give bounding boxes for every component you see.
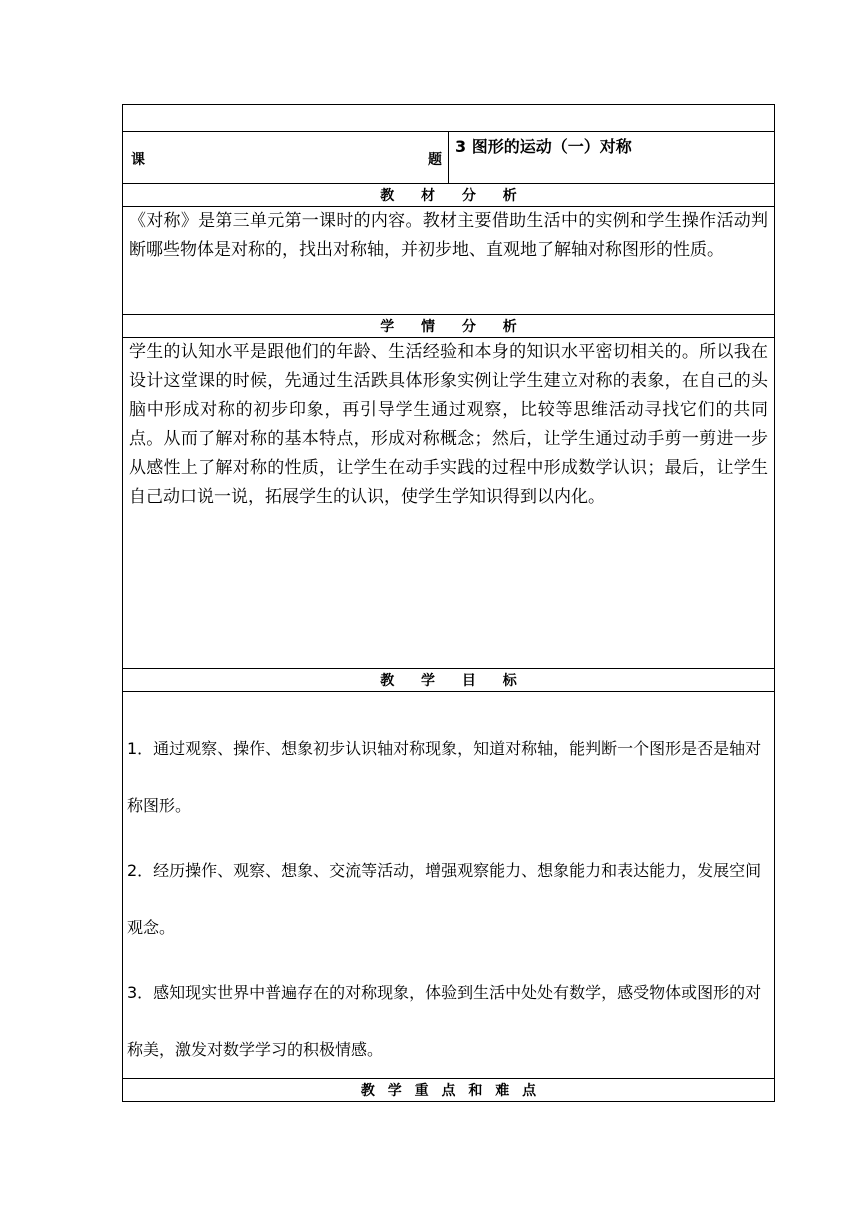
material-body-row (123, 207, 775, 315)
students-heading: 学 情 分 析 (123, 315, 775, 338)
material-heading: 教 材 分 析 (123, 184, 775, 207)
goals-body-row (123, 692, 775, 1079)
goal-item-3: 3．感知现实世界中普遍存在的对称现象，体验到生活中处处有数学，感受物体或图形的对称美，激发对数学学习的积极情感。 (127, 983, 762, 1059)
goals-body (123, 692, 775, 1079)
lesson-plan-table (122, 104, 775, 1102)
topic-label-char-1: 课 (131, 152, 145, 168)
topic-label-char-2: 题 (428, 152, 442, 168)
students-heading-row (123, 315, 775, 338)
key-points-heading: 教 学 重 点 和 难 点 (123, 1079, 775, 1102)
goal-item-1: 1．通过观察、操作、想象初步认识轴对称现象，知道对称轴，能判断一个图形是否是轴对称图形。 (127, 739, 762, 815)
goal-item-2: 2．经历操作、观察、想象、交流等活动，增强观察能力、想象能力和表达能力，发展空间观念。 (127, 861, 762, 937)
topic-row (123, 132, 775, 184)
blank-cell (123, 105, 775, 132)
students-body: 学生的认知水平是跟他们的年龄、生活经验和本身的知识水平密切相关的。所以我在设计这堂课的时候，先通过生活跌具体形象实例让学生建立对称的表象，在自己的头脑中形成对称的初步印象，再引导学生通过观察，比较等思维活动寻找它们的共同点。从而了解对称的基本特点，形成对称概念；然后，让学生通过动手剪一剪进一步从感性上了解对称的性质，让学生在动手实践的过程中形成数学认识；最后，让学生自己动口说一说，拓展学生的认识，使学生学知识得到以内化。 (123, 338, 775, 669)
topic-title: 3 图形的运动（一）对称 (449, 132, 775, 184)
goals-heading: 教 学 目 标 (123, 669, 775, 692)
key-points-heading-row (123, 1079, 775, 1102)
goals-heading-row (123, 669, 775, 692)
material-heading-row (123, 184, 775, 207)
students-body-row (123, 338, 775, 669)
topic-label-cell (123, 132, 449, 184)
blank-header-row (123, 105, 775, 132)
material-body: 《对称》是第三单元第一课时的内容。教材主要借助生活中的实例和学生操作活动判断哪些物体是对称的，找出对称轴，并初步地、直观地了解轴对称图形的性质。 (123, 207, 775, 315)
